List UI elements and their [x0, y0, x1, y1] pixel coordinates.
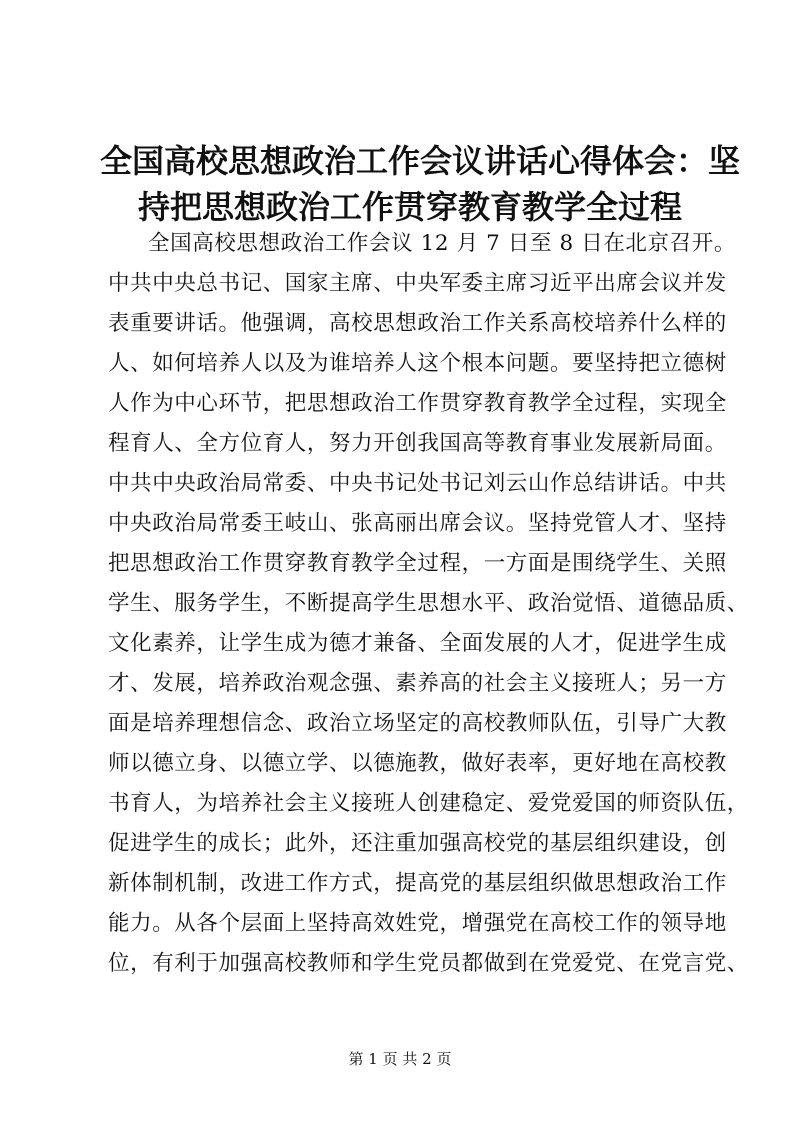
body-line: 促进学生的成长；此外，还注重加强高校党的基层组织建设，创	[108, 831, 727, 856]
body-line: 表重要讲话。他强调，高校思想政治工作关系高校培养什么样的	[108, 311, 727, 336]
body-line: 中共中央政治局常委、中央书记处书记刘云山作总结讲话。中共	[108, 471, 727, 496]
body-line: 书育人，为培养社会主义接班人创建稳定、爱党爱国的师资队伍，	[108, 791, 749, 816]
body-line: 中央政治局常委王岐山、张高丽出席会议。坚持党管人才、坚持	[108, 511, 727, 536]
document-title	[100, 138, 741, 230]
body-line: 新体制机制，改进工作方式，提高党的基层组织做思想政治工作	[108, 871, 727, 896]
body-line: 面是培养理想信念、政治立场坚定的高校教师队伍，引导广大教	[108, 711, 727, 736]
body-line: 中共中央总书记、国家主席、中央军委主席习近平出席会议并发	[108, 271, 727, 296]
body-line: 人作为中心环节，把思想政治工作贯穿教育教学全过程，实现全	[108, 391, 727, 416]
body-line: 人、如何培养人以及为谁培养人这个根本问题。要坚持把立德树	[108, 351, 727, 376]
title-line: 全国高校思想政治工作会议讲话心得体会：坚	[100, 142, 741, 180]
body-line: 师以德立身、以德立学、以德施教，做好表率，更好地在高校教	[108, 751, 727, 776]
body-line: 学生、服务学生，不断提高学生思想水平、政治觉悟、道德品质、	[108, 591, 749, 616]
document-body	[108, 224, 749, 984]
page-number-footer: 第 1 页 共 2 页	[348, 1050, 452, 1068]
body-line: 文化素养，让学生成为德才兼备、全面发展的人才，促进学生成	[108, 631, 727, 656]
body-line: 能力。从各个层面上坚持高效姓党，增强党在高校工作的领导地	[108, 911, 727, 936]
body-line: 程育人、全方位育人，努力开创我国高等教育事业发展新局面。	[108, 431, 727, 456]
body-line: 把思想政治工作贯穿教育教学全过程，一方面是围绕学生、关照	[108, 551, 727, 576]
body-line: 才、发展，培养政治观念强、素养高的社会主义接班人；另一方	[108, 671, 727, 696]
body-line: 全国高校思想政治工作会议 12 月 7 日至 8 日在北京召开。	[148, 231, 736, 256]
body-line: 位，有利于加强高校教师和学生党员都做到在党爱党、在党言党、	[108, 951, 749, 976]
title-line: 持把思想政治工作贯穿教育教学全过程	[137, 188, 682, 226]
